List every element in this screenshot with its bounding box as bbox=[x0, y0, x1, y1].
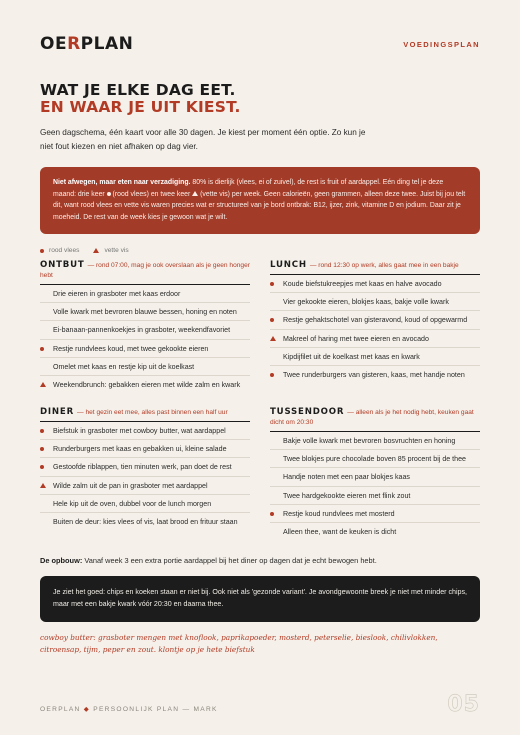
callout-bold: Niet afwegen, maar eten naar verzadiging. bbox=[53, 179, 191, 186]
meal-option-text: Drie eieren in grasboter met kaas erdoor bbox=[53, 290, 181, 298]
meal-option bbox=[270, 366, 480, 384]
section-note: — rond 12:30 op werk, alles gaat mee in een bakje bbox=[309, 262, 459, 269]
meal-option bbox=[40, 440, 250, 458]
meal-option-text: Wilde zalm uit de pan in grasboter met aardappel bbox=[53, 481, 208, 490]
callout-text-b: (rood vlees) en twee keer bbox=[110, 190, 193, 198]
meal-option bbox=[270, 487, 480, 505]
section-diner bbox=[40, 407, 250, 531]
section-ontbut bbox=[40, 260, 250, 394]
section-lunch bbox=[270, 260, 480, 384]
logo-text-a: OE bbox=[40, 34, 68, 54]
cowboy-butter-note: cowboy butter: grasboter mengen met knoflook, paprikapoeder, mosterd, peterselie, bieslook, chilivlokken, citroensap, tijm, peper en zout. klontje op je hete biefstuk bbox=[40, 633, 438, 654]
legend-fatty-fish-label: vette vis bbox=[104, 247, 129, 254]
fatty-fish-triangle-icon bbox=[93, 248, 99, 253]
meal-option bbox=[40, 321, 250, 339]
meal-option bbox=[270, 348, 480, 366]
legend-fatty-fish bbox=[93, 247, 128, 254]
meal-option bbox=[270, 505, 480, 523]
section-header bbox=[40, 260, 250, 285]
meal-option-text: Makreel of haring met twee eieren en avocado bbox=[283, 334, 429, 343]
meal-option-text: Vier gekookte eieren, blokjes kaas, bakje volle kwark bbox=[283, 298, 449, 307]
title-line-2: EN WAAR JE UIT KIEST. bbox=[40, 98, 241, 116]
meal-option-text: Hele kip uit de oven, dubbel voor de lunch morgen bbox=[53, 499, 212, 508]
red-meat-dot-icon bbox=[270, 373, 274, 377]
section-note: — alleen als je het nodig hebt, keuken gaat dicht om 20:30 bbox=[270, 409, 474, 426]
section-tussendoor bbox=[270, 407, 480, 541]
red-meat-dot-icon bbox=[270, 282, 274, 286]
meal-option-text: Ei-banaan-pannenkoekjes in grasboter, weekendfavoriet bbox=[53, 326, 231, 335]
meal-list bbox=[40, 422, 250, 531]
meal-option bbox=[40, 358, 250, 376]
meal-option bbox=[40, 303, 250, 321]
meal-option-text: Volle kwark met bevroren blauwe bessen, honing en noten bbox=[53, 308, 237, 317]
meal-option-text: Restje gehaktschotel van gisteravond, koud of opgewarmd bbox=[283, 316, 468, 325]
meal-list bbox=[270, 432, 480, 541]
meal-option bbox=[40, 477, 250, 495]
intro-text: Geen dagschema, één kaart voor alle 30 dagen. Je kiest per moment één optie. Zo kun je niet fout kiezen en niet afhaken op dag vier. bbox=[40, 128, 366, 151]
section-title: ONTBUT bbox=[40, 260, 85, 270]
legend-red-meat-label: rood vlees bbox=[49, 247, 80, 254]
meal-option bbox=[270, 432, 480, 450]
meal-option bbox=[40, 376, 250, 394]
section-note: — rond 07:00, mag je ook overslaan als je geen honger hebt bbox=[40, 262, 250, 279]
meal-option bbox=[270, 293, 480, 311]
red-meat-dot-icon bbox=[40, 447, 44, 451]
meal-option bbox=[40, 458, 250, 476]
brand-logo bbox=[40, 34, 133, 54]
meal-option bbox=[270, 275, 480, 293]
fatty-fish-triangle-icon bbox=[40, 483, 46, 488]
footer-label: PERSOONLIJK PLAN — MARK bbox=[93, 706, 218, 713]
opbouw-note bbox=[40, 556, 480, 565]
section-title: TUSSENDOOR bbox=[270, 407, 345, 417]
title-line-1: WAT JE ELKE DAG EET. bbox=[40, 81, 236, 99]
legend bbox=[40, 247, 129, 254]
meal-option bbox=[40, 495, 250, 513]
meal-option bbox=[40, 285, 250, 303]
meal-option-text: Restje koud rundvlees met mosterd bbox=[283, 509, 395, 518]
callout-text-c: (vette vis) per week. Geen calorieën, geen grammen, alleen deze twee. Juist bij jou telt dit, want rood vlees en vette vis waren precies wat er structureel van je bord ontbrak: B12, ijzer, zink, vitamine D en jodium. Daar zit je moeheid. De rest van de week kies je gewoon wat je wilt. bbox=[53, 190, 466, 221]
meal-list bbox=[40, 285, 250, 394]
meal-option-text: Bakje volle kwark met bevroren bosvruchten en honing bbox=[283, 437, 456, 445]
meal-option-text: Gestoofde riblappen, tien minuten werk, pan doet de rest bbox=[53, 463, 232, 472]
meal-option-text: Alleen thee, want de keuken is dicht bbox=[283, 527, 397, 536]
footer-brand: OERPLAN bbox=[40, 706, 81, 713]
footer-separator-icon: ◆ bbox=[83, 706, 91, 713]
callout-text-a: 80% is dierlijk (vlees, ei of zuivel), de rest is fruit of aardappel. Eén ding tel je deze maand: drie keer bbox=[53, 179, 444, 198]
fatty-fish-triangle-icon bbox=[40, 382, 46, 387]
section-header bbox=[40, 407, 250, 422]
footer bbox=[40, 705, 218, 713]
section-title: LUNCH bbox=[270, 260, 307, 270]
logo-text-c: PLAN bbox=[80, 34, 134, 54]
page-title bbox=[40, 82, 241, 116]
meal-option-text: Restje rundvlees koud, met twee gekookte eieren bbox=[53, 344, 209, 353]
fatty-fish-triangle-icon bbox=[270, 336, 276, 341]
meal-option bbox=[270, 450, 480, 468]
section-header bbox=[270, 260, 480, 275]
meal-option-text: Twee runderburgers van gisteren, kaas, met handje noten bbox=[283, 370, 465, 379]
red-meat-dot-icon bbox=[40, 465, 44, 469]
legend-red-meat bbox=[40, 247, 79, 254]
meal-option bbox=[270, 523, 480, 541]
section-note: — het gezin eet mee, alles past binnen een half uur bbox=[77, 409, 228, 416]
principle-callout bbox=[40, 167, 480, 234]
opbouw-label: De opbouw: bbox=[40, 556, 83, 565]
meal-option-text: Weekendbrunch: gebakken eieren met wilde zalm en kwark bbox=[53, 380, 241, 389]
meal-option bbox=[270, 330, 480, 348]
meal-option-text: Kipdijfilet uit de koelkast met kaas en kwark bbox=[283, 352, 420, 361]
red-meat-dot-icon bbox=[270, 318, 274, 322]
red-meat-dot-icon bbox=[270, 512, 274, 516]
section-title: DINER bbox=[40, 407, 75, 417]
meal-option bbox=[40, 422, 250, 440]
section-label: VOEDINGSPLAN bbox=[403, 40, 480, 49]
opbouw-text: Vanaf week 3 een extra portie aardappel bij het diner op dagen dat je echt bewogen hebt. bbox=[82, 556, 377, 565]
section-header bbox=[270, 407, 480, 432]
meal-option bbox=[40, 513, 250, 531]
meal-option-text: Handje noten met een paar blokjes kaas bbox=[283, 473, 410, 482]
meal-option-text: Koude biefstukreepjes met kaas en halve avocado bbox=[283, 280, 442, 288]
page-number: 05 bbox=[447, 692, 480, 717]
red-meat-dot-icon bbox=[40, 429, 44, 433]
meal-option bbox=[270, 468, 480, 486]
meal-option-text: Runderburgers met kaas en gebakken ui, kleine salade bbox=[53, 445, 227, 454]
meal-option bbox=[270, 311, 480, 329]
meal-option-text: Omelet met kaas en restje kip uit de koelkast bbox=[53, 362, 195, 371]
meal-option-text: Twee hardgekookte eieren met flink zout bbox=[283, 491, 411, 500]
meal-option-text: Biefstuk in grasboter met cowboy butter, wat aardappel bbox=[53, 427, 226, 435]
meal-option bbox=[40, 340, 250, 358]
logo-text-accent: R bbox=[67, 34, 81, 54]
warning-box: Je ziet het goed: chips en koeken staan er niet bij. Ook niet als 'gezonde variant'. Je avondgewoonte breek je niet met minder chips, maar met een bakje kwark vóór 20:30 en daarna thee. bbox=[40, 576, 480, 622]
meal-list bbox=[270, 275, 480, 384]
red-meat-dot-icon bbox=[40, 347, 44, 351]
meal-option-text: Buiten de deur: kies vlees of vis, laat brood en frituur staan bbox=[53, 517, 238, 526]
meal-option-text: Twee blokjes pure chocolade boven 85 procent bij de thee bbox=[283, 455, 466, 464]
red-meat-dot-icon bbox=[40, 249, 44, 253]
